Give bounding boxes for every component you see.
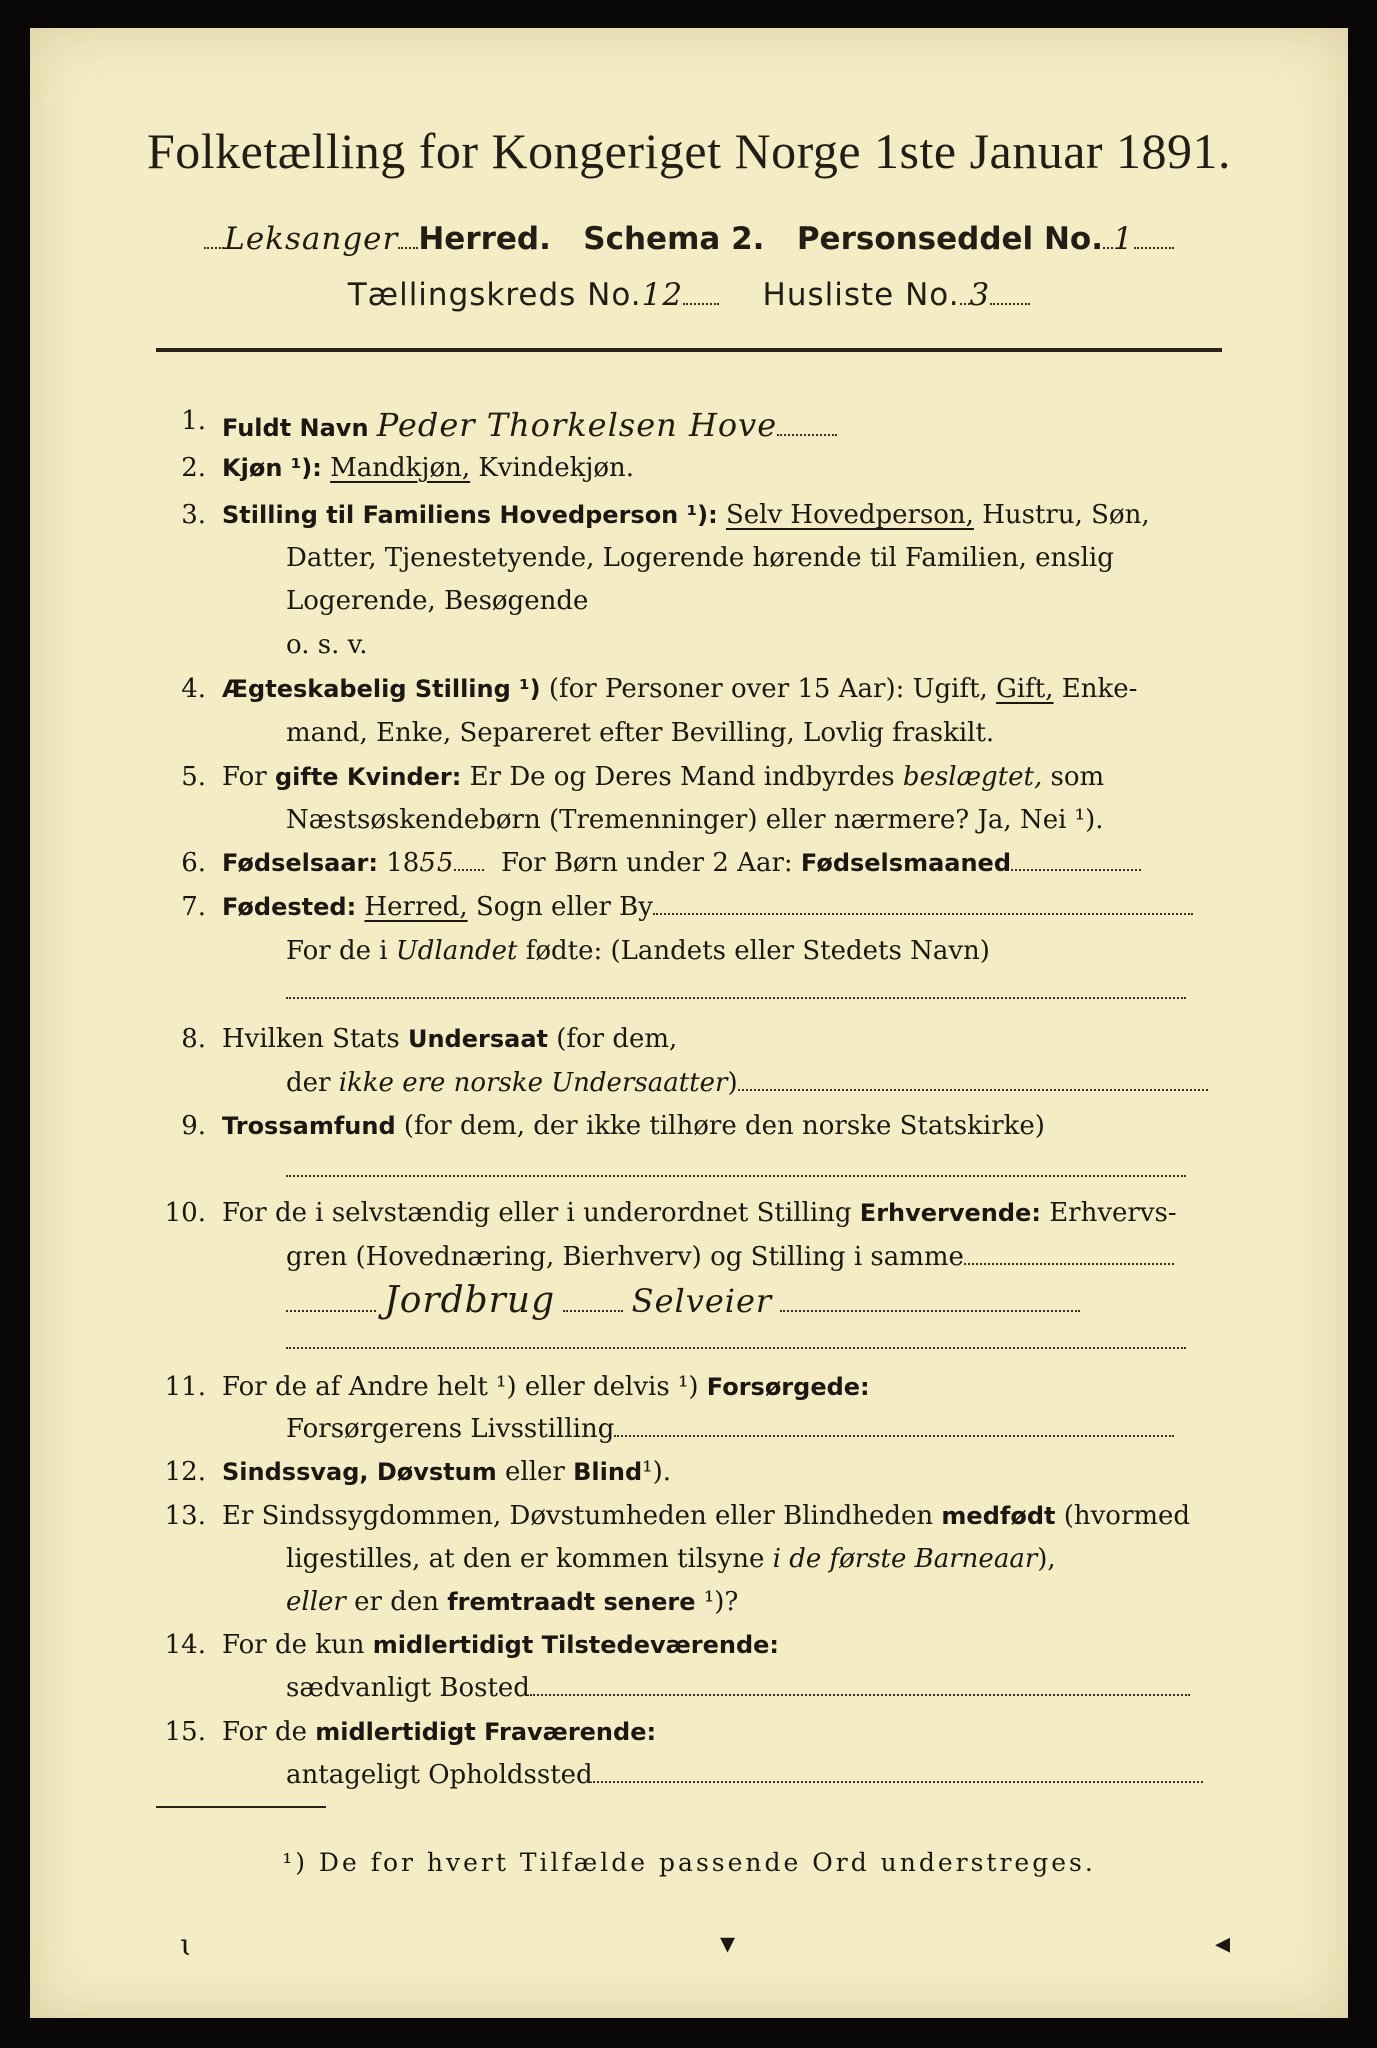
item-text: For de bbox=[222, 1717, 307, 1747]
item-number: 2. bbox=[181, 453, 206, 483]
item-text: For de i bbox=[286, 936, 388, 966]
birthplace-option-herred: Herred, bbox=[364, 892, 468, 922]
item-text: gren (Hovednæring, Bierhverv) og Stilling i samme bbox=[286, 1242, 964, 1272]
form-subheader bbox=[30, 221, 1348, 257]
status-options-3: Logerende, Besøgende bbox=[286, 586, 589, 616]
item-label-2: Fødselsmaaned bbox=[800, 849, 1012, 877]
item-text: For Børn under 2 Aar: bbox=[500, 848, 793, 878]
full-name-value: Peder Thorkelsen Hove bbox=[376, 406, 778, 444]
item-label-2: Blind bbox=[573, 1458, 643, 1486]
status-options-4: o. s. v. bbox=[286, 630, 368, 660]
corner-mark-right: ◂ bbox=[1215, 1926, 1231, 1961]
item-text: Er De og Deres Mand indbyrdes bbox=[469, 762, 895, 792]
footnote-divider bbox=[156, 1806, 326, 1808]
item-label: Fødselsaar: bbox=[222, 849, 378, 877]
item-text: Erhvervs- bbox=[1049, 1198, 1177, 1228]
item-label: Kjøn ¹): bbox=[222, 454, 322, 482]
occupation-status-value: Selveier bbox=[631, 1282, 773, 1320]
husliste-label: Husliste No. bbox=[762, 277, 960, 313]
item-label: midlertidigt Tilstedeværende: bbox=[372, 1631, 780, 1659]
item-label: Sindssvag, Døvstum bbox=[222, 1458, 497, 1486]
census-form-sheet: Folketælling for Kongeriget Norge 1ste Januar 1891. Leksanger Herred. Schema 2. Personseddel No. 1 Tællingskreds No.12 Husliste No. 3 1. Fuldt Navn Peder Thorkelsen Hove 2. Kjøn ¹): Mandkjøn, Kvindekjøn. 3. Stilling til Familiens Hovedperson ¹): Selv Hovedperson, Hustru, Søn, Datter, Tjenestetyende, Logerende hørende til Familien, enslig Logerende, Besøgende o. s. v. 4. Ægteskabelig Stilling ¹) (for Personer over 15 Aar): Ugift, Gift, Enke- mand, Enke, Separeret efter Bevilling, Lovlig fraskilt. 5. For gifte Kvinder: Er De og Deres Mand indbyrdes beslægtet, som Næstsøskendebørn (Tremenninger) eller nærmere? Ja, Nei ¹). 6. Fødselsaar: 1855 For Børn under 2 Aar: Fødselsmaaned 7. Fødested: Herred, Sogn eller By For de i Udlandet fødte: (Landets eller Stedets Navn) 8. Hvilken Stats Undersaat (for dem, der ikke ere norske Undersaatter) 9. Trossamfund (for dem, der ikke tilhøre den norske Statskirke) 10. For de i selvstændig eller i underordnet Stilling Erhvervende: Erhvervs- gren (Hovednæring, Bierhverv) og Stilling i samme Jordbrug Selveier 11. For de af Andre helt ¹) eller delvis ¹) Forsørgede: Forsørgerens Livsstilling 12. Sindssvag, Døvstum eller Blind¹). 13. Er Sindssygdommen, Døvstumheden eller Blindheden medfødt (hvormed ligestilles, at den er kommen tilsyne i de første Barneaar), eller er den fremtraadt senere ¹)? 14. For de kun midlertidigt Tilstedeværende: sædvanligt Bosted 15. For de midlertidigt Fraværende: antageligt Opholdssted ¹) De for hvert Tilfælde passende Ord understreges. ɩ ▾ ◂ bbox=[30, 28, 1348, 2018]
item-italic: i de første Barneaar bbox=[772, 1544, 1038, 1574]
gender-option-female: Kvindekjøn. bbox=[478, 453, 635, 483]
item-italic: Udlandet bbox=[395, 936, 518, 966]
personseddel-no: 1 bbox=[1113, 221, 1134, 257]
item-number: 9. bbox=[181, 1111, 206, 1141]
schema-label: Schema 2. bbox=[583, 221, 765, 257]
item-number: 6. bbox=[181, 848, 206, 878]
item-number: 10. bbox=[164, 1198, 206, 1228]
item-text: Hvilken Stats bbox=[222, 1024, 400, 1054]
item-text: fødte: (Landets eller Stedets Navn) bbox=[525, 936, 990, 966]
marital-text-2: Enke- bbox=[1061, 674, 1138, 704]
item-number: 11. bbox=[164, 1372, 206, 1402]
birth-year-value: 55 bbox=[419, 848, 455, 878]
item-label: Undersaat bbox=[407, 1025, 548, 1053]
item-label: Stilling til Familiens Hovedperson ¹): bbox=[222, 501, 718, 529]
item-text: (for dem, bbox=[556, 1024, 678, 1054]
item-text: For de af Andre helt ¹) eller delvis ¹) bbox=[222, 1372, 699, 1402]
item-text: er den bbox=[354, 1587, 439, 1617]
item-text: Er Sindssygdommen, Døvstumheden eller Blindheden bbox=[222, 1501, 934, 1531]
footnote: ¹) De for hvert Tilfælde passende Ord understreges. bbox=[282, 1848, 1096, 1877]
item-italic: beslægtet, bbox=[902, 762, 1043, 792]
personseddel-label: Personseddel No. bbox=[796, 221, 1103, 257]
item-number: 8. bbox=[181, 1024, 206, 1054]
item-italic: eller bbox=[286, 1587, 346, 1617]
item-text: (hvormed bbox=[1063, 1501, 1191, 1531]
item-label: Erhvervende: bbox=[859, 1199, 1041, 1227]
item-label: Ægteskabelig Stilling ¹) bbox=[222, 675, 541, 703]
item-label: Fuldt Navn bbox=[222, 414, 369, 442]
item-number: 1. bbox=[181, 406, 206, 436]
item-label: Forsørgede: bbox=[706, 1373, 870, 1401]
herred-label: Herred. bbox=[418, 221, 551, 257]
item-number: 5. bbox=[181, 762, 206, 792]
marital-option-married: Gift, bbox=[996, 674, 1054, 704]
item-number: 15. bbox=[164, 1717, 206, 1747]
herred-value: Leksanger bbox=[224, 221, 399, 257]
item-text: For de kun bbox=[222, 1630, 365, 1660]
item-text: antageligt Opholdssted bbox=[286, 1760, 593, 1790]
item-label: midlertidigt Fraværende: bbox=[315, 1718, 657, 1746]
item-number: 12. bbox=[164, 1457, 206, 1487]
corner-mark-left: ɩ bbox=[180, 1928, 192, 1963]
item-text: ¹). bbox=[642, 1457, 671, 1487]
form-subheader-2 bbox=[30, 277, 1348, 313]
item-number: 4. bbox=[181, 674, 206, 704]
item-text: ¹)? bbox=[703, 1587, 739, 1617]
kreds-no: 12 bbox=[641, 277, 684, 313]
item-number: 3. bbox=[181, 500, 206, 530]
item-number: 7. bbox=[181, 892, 206, 922]
item-text: der bbox=[286, 1068, 331, 1098]
form-title: Folketælling for Kongeriget Norge 1ste Januar 1891. bbox=[146, 123, 1232, 179]
item-text: For bbox=[222, 762, 267, 792]
item-text: For de i selvstændig eller i underordnet Stilling bbox=[222, 1198, 852, 1228]
item-label: Fødested: bbox=[222, 893, 357, 921]
item-number: 13. bbox=[164, 1501, 206, 1531]
header-divider bbox=[156, 348, 1222, 352]
gender-option-male: Mandkjøn, bbox=[330, 453, 471, 483]
item-text: som bbox=[1050, 762, 1105, 792]
item-text: Sogn eller By bbox=[475, 892, 653, 922]
item-text: (for dem, der ikke tilhøre den norske Statskirke) bbox=[403, 1111, 1045, 1141]
occupation-value: Jordbrug bbox=[384, 1280, 556, 1321]
item-text: Forsørgerens Livsstilling bbox=[286, 1414, 615, 1444]
item-text: eller bbox=[505, 1457, 565, 1487]
center-mark: ▾ bbox=[720, 1926, 736, 1961]
item-text: sædvanligt Bosted bbox=[286, 1673, 530, 1703]
status-options: Hustru, Søn, bbox=[982, 500, 1150, 530]
item-number: 14. bbox=[164, 1630, 206, 1660]
item-italic: ikke ere norske Undersaatter bbox=[338, 1068, 728, 1098]
status-options-2: Datter, Tjenestetyende, Logerende hørende til Familien, enslig bbox=[286, 543, 1114, 573]
item-label: Trossamfund bbox=[222, 1112, 396, 1140]
husliste-no: 3 bbox=[969, 277, 991, 313]
item-label-2: fremtraadt senere bbox=[447, 1588, 696, 1616]
item-label: medfødt bbox=[941, 1502, 1056, 1530]
item-label: gifte Kvinder: bbox=[274, 763, 462, 791]
marital-options-2: mand, Enke, Separeret efter Bevilling, Lovlig fraskilt. bbox=[286, 718, 995, 748]
status-option-head: Selv Hovedperson, bbox=[725, 500, 974, 530]
birth-year-prefix: 18 bbox=[386, 848, 420, 878]
marital-text: (for Personer over 15 Aar): Ugift, bbox=[548, 674, 988, 704]
kreds-label: Tællingskreds No. bbox=[347, 277, 642, 313]
item-text: Næstsøskendebørn (Tremenninger) eller nærmere? Ja, Nei ¹). bbox=[286, 805, 1104, 835]
item-text: ligestilles, at den er kommen tilsyne bbox=[286, 1544, 765, 1574]
